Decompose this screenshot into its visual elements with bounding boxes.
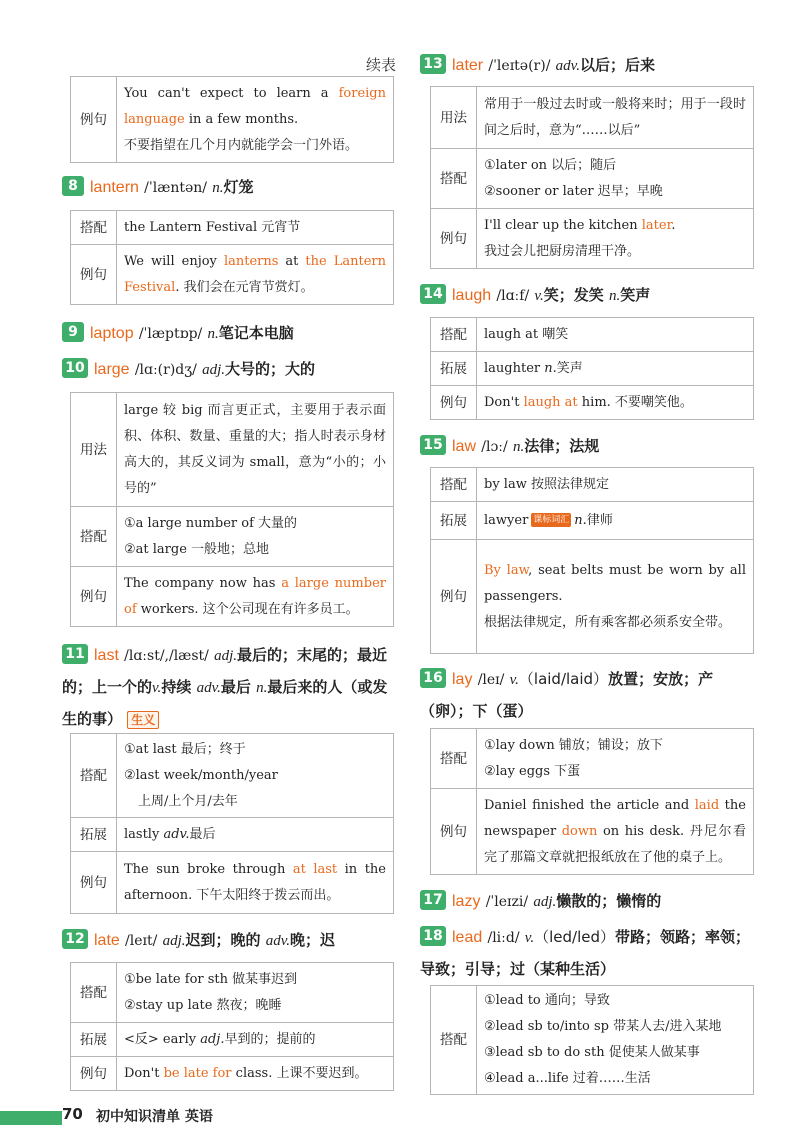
headword: lantern [90,179,139,196]
entry-13-table [430,86,754,269]
entry-8-head: 8 lantern /ˈlæntən/ n.灯笼 [62,172,395,203]
table-row: 搭配 ①be late for sth 做某事迟到 ②stay up late 熬夜；晚睡 [71,963,394,1023]
entry-18-head: 18 lead /liːd/ v.（led/led）带路；领路；率领；导致；引导；过（某种生活） [420,928,750,978]
table-row: 搭配 ①lead to 通向；导致 ②lead sb to/into sp 带某人去/进入某地 ③lead sb to do sth 促使某人做某事 ④lead a...life 过着……生活 [431,986,754,1095]
entry-16-table [430,728,754,875]
entry-14-head: 14 laugh /lɑːf/ v.笑；发笑 n.笑声 [420,280,755,311]
entry-10-head: 10 large /lɑː(r)dʒ/ adj.大号的；大的 [62,354,395,385]
page-number: 70 [62,1105,83,1123]
entry-15-table [430,467,754,654]
continued-label: 续表 [366,56,397,74]
table-row: 例句 Don't be late for class. 上课不要迟到。 [71,1057,394,1091]
entry-number: 8 [62,176,84,196]
book-title: 初中知识清单 英语 [96,1109,213,1125]
entry-12-table [70,962,394,1091]
table-row: 拓展 laughter n.笑声 [431,352,754,386]
entry-15-head: 15 law /lɔː/ n.法律；法规 [420,431,755,462]
table-row: 拓展 lastly adv.最后 [71,818,394,852]
entry-18-table [430,985,754,1095]
table-row: 例句 Don't laugh at him. 不要嘲笑他。 [431,386,754,420]
table-row: 例句 By law, seat belts must be worn by all passengers. 根据法律规定，所有乘客都必须系安全带。 [431,540,754,654]
table-row: 例句 We will enjoy lanterns at the Lantern Festival. 我们会在元宵节赏灯。 [71,245,394,305]
table-row: 例句 The sun broke through at last in the afternoon. 下午太阳终于拨云而出。 [71,852,394,914]
page-footer [0,1103,800,1133]
table-row: 搭配 laugh at 嘲笑 [431,318,754,352]
meaning-tag: 生义 [127,711,159,729]
entry-11-table [70,733,394,914]
footer-bar [0,1111,62,1125]
entry-7-table [70,76,394,163]
table-row: 搭配 ①lay down 铺放；铺设；放下 ②lay eggs 下蛋 [431,729,754,789]
row-label-example: 例句 [71,77,117,163]
table-row: 例句 Daniel finished the article and laid the newspaper down on his desk. 丹尼尔看完了那篇文章就把报纸放在了他的桌子上。 [431,789,754,875]
entry-12-head: 12 late /leɪt/ adj.迟到；晚的 adv.晚；迟 [62,925,395,956]
example-text: You can't expect to learn a foreign language in a few months. 不要指望在几个月内就能学会一门外语。 [117,77,394,163]
entry-8-table [70,210,394,305]
table-row: 搭配 ①later on 以后；随后 ②sooner or later 迟早；早晚 [431,149,754,209]
table-row: 搭配 ①a large number of 大量的 ②at large 一般地；总地 [71,507,394,567]
table-row: 例句 The company now has a large number of workers. 这个公司现在有许多员工。 [71,567,394,627]
definition: 灯笼 [223,178,254,196]
entry-16-head: 16 lay /leɪ/ v.（laid/laid）放置；安放；产（卵）；下（蛋） [420,670,714,720]
table-row: 例句 I'll clear up the kitchen later. 我过会儿把厨房清理干净。 [431,209,754,269]
phonetic: /ˈlæntən/ [144,180,208,196]
entry-9-head: 9 laptop /ˈlæptɒp/ n.笔记本电脑 [62,318,395,349]
entry-14-table [430,317,754,420]
entry-11-head: 11 last /lɑːst/,/læst/ adj.最后的；末尾的；最近的；上一个的v.持续 adv.最后 n.最后来的人（或发生的事） 生义 [62,646,388,728]
entry-13-head: 13 later /ˈleɪtə(r)/ adv.以后；后来 [420,50,755,81]
table-row: 搭配 the Lantern Festival 元宵节 [71,211,394,245]
table-row: 用法 常用于一般过去时或一般将来时；用于一段时间之后时，意为“……以后” [431,87,754,149]
table-row: 用法 large 较 big 而言更正式，主要用于表示面积、体积、数量、重量的大；指人时表示身材高大的，其反义词为 small，意为“小的；小号的” [71,393,394,507]
entry-10-table [70,392,394,627]
table-row: 拓展 <反> early adj.早到的；提前的 [71,1023,394,1057]
table-row: 搭配 ①at last 最后；终于 ②last week/month/year 上周/上个月/去年 [71,734,394,818]
table-row [71,77,394,163]
curriculum-word-badge: 课标词汇 [533,515,570,525]
table-row: 搭配 by law 按照法律规定 [431,468,754,502]
entry-17-head: 17 lazy /ˈleɪzi/ adj.懒散的；懒惰的 [420,886,755,917]
table-row: 拓展 lawyer 课标词汇 n.律师 [431,502,754,540]
